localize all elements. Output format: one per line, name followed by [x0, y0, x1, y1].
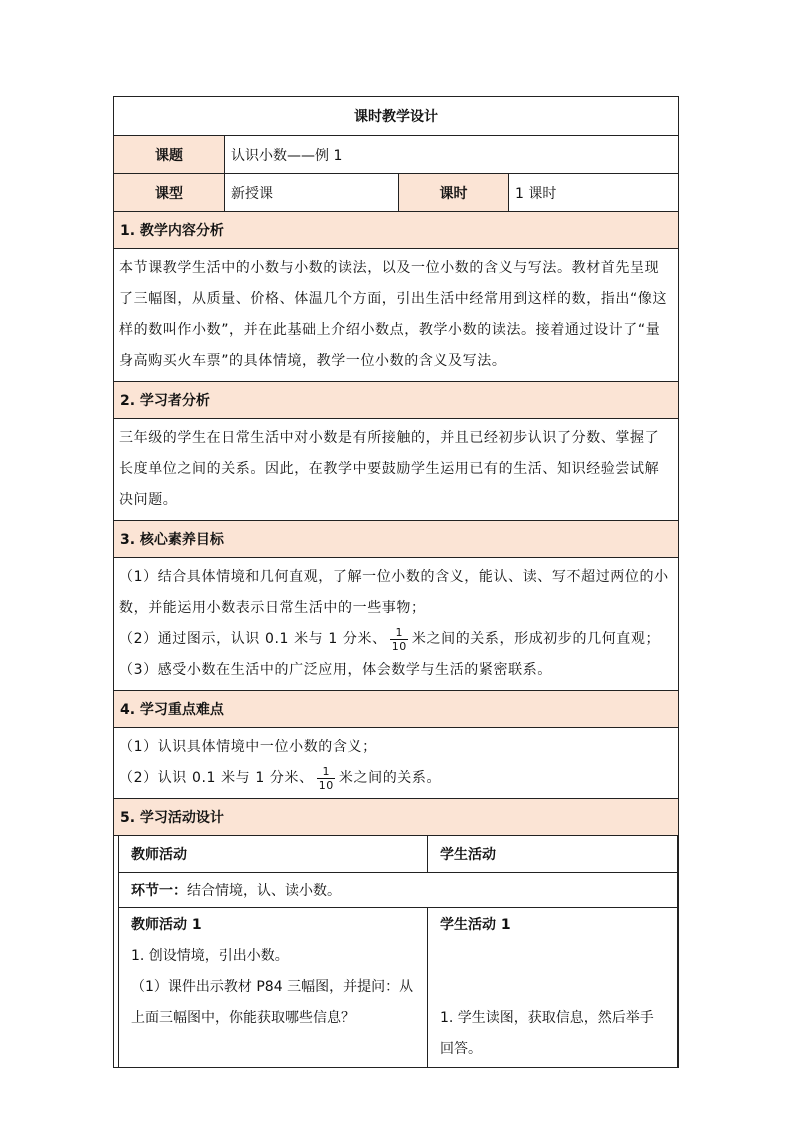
type-label: 课型 — [114, 174, 224, 211]
student-line-1: 1. 学生读图，获取信息，然后举手回答。 — [440, 1010, 654, 1057]
student-activity-title: 学生活动 1 — [440, 917, 511, 933]
fraction — [317, 765, 336, 792]
stage-text: 结合情境，认、读小数。 — [187, 883, 341, 899]
topic-row — [113, 136, 679, 174]
student-activity — [427, 908, 677, 1067]
section-heading: 5. 学习活动设计 — [120, 810, 224, 826]
point-2-after: 米之间的关系。 — [338, 770, 442, 786]
section-text — [114, 558, 678, 690]
point-2-before: （2）认识 0.1 米与 1 分米、 — [119, 770, 314, 786]
goal-3: （3）感受小数在生活中的广泛应用，体会数学与生活的紧密联系。 — [119, 662, 552, 678]
section-3-heading-row — [113, 521, 679, 558]
activity-table — [118, 836, 678, 1067]
point-2 — [119, 763, 673, 794]
section-text — [114, 419, 678, 520]
section-text — [114, 728, 678, 798]
topic-label: 课题 — [114, 136, 224, 173]
goal-1: （1）结合具体情境和几何直观，了解一位小数的含义，能认、读、写不超过两位的小数，并能运用小数表示日常生活中的一些事物； — [119, 569, 669, 616]
section-5-heading-row — [113, 799, 679, 836]
lesson-design-table — [113, 96, 679, 1068]
section-heading: 1. 教学内容分析 — [120, 223, 224, 239]
spacer — [440, 941, 665, 1003]
section-4-heading-row — [113, 691, 679, 728]
teacher-activity-title: 教师活动 1 — [131, 917, 202, 933]
fraction-denominator: 10 — [318, 778, 334, 792]
section-heading: 3. 核心素养目标 — [120, 532, 224, 548]
period-label: 课时 — [398, 174, 508, 211]
section-1-body — [113, 249, 679, 382]
goal-2 — [119, 624, 673, 655]
title-row — [113, 96, 679, 136]
stage-row — [119, 873, 677, 908]
section-2-heading-row — [113, 382, 679, 419]
stage-label: 环节一： — [131, 883, 187, 899]
fraction-numerator: 1 — [322, 764, 331, 778]
fraction — [390, 626, 409, 653]
type-row — [113, 174, 679, 212]
section-5-body — [113, 836, 679, 1068]
section-2-body — [113, 419, 679, 521]
topic-value: 认识小数——例 1 — [224, 136, 678, 173]
section-heading: 4. 学习重点难点 — [120, 702, 224, 718]
section-3-body — [113, 558, 679, 691]
section-text — [114, 249, 678, 381]
goal-2-before: （2）通过图示，认识 0.1 米与 1 分米、 — [119, 631, 387, 647]
activity-table-wrapper — [114, 836, 678, 1067]
paragraph: 三年级的学生在日常生活中对小数是有所接触的，并且已经初步认识了分数、掌握了长度单位之间的关系。因此，在教学中要鼓励学生运用已有的生活、知识经验尝试解决问题。 — [119, 430, 660, 508]
teacher-header: 教师活动 — [131, 847, 187, 863]
point-1: （1）认识具体情境中一位小数的含义； — [119, 739, 377, 755]
goal-2-after: 米之间的关系，形成初步的几何直观； — [411, 631, 661, 647]
period-value: 1 课时 — [508, 174, 678, 211]
activity-header-row — [119, 836, 677, 873]
activity-row — [119, 908, 677, 1067]
student-header: 学生活动 — [427, 836, 677, 872]
section-1-heading-row — [113, 212, 679, 249]
paragraph: 本节课教学生活中的小数与小数的读法，以及一位小数的含义与写法。教材首先呈现了三幅图，从质量、价格、体温几个方面，引出生活中经常用到这样的数，指出“像这样的数叫作小数”，并在此基础上介绍小数点，教学小数的读法。接着通过设计了“量身高购买火车票”的具体情境，教学一位小数的含义及写法。 — [119, 260, 668, 369]
section-4-body — [113, 728, 679, 799]
type-value: 新授课 — [224, 174, 398, 211]
teacher-activity — [119, 908, 427, 1067]
fraction-denominator: 10 — [391, 639, 407, 653]
teacher-line-1: 1. 创设情境，引出小数。 — [131, 948, 289, 964]
stage-title — [119, 873, 677, 907]
fraction-numerator: 1 — [395, 625, 404, 639]
section-heading: 2. 学习者分析 — [120, 393, 210, 409]
teacher-line-2: （1）课件出示教材 P84 三幅图，并提问：从上面三幅图中，你能获取哪些信息？ — [131, 979, 414, 1026]
page-title: 课时教学设计 — [354, 109, 438, 125]
